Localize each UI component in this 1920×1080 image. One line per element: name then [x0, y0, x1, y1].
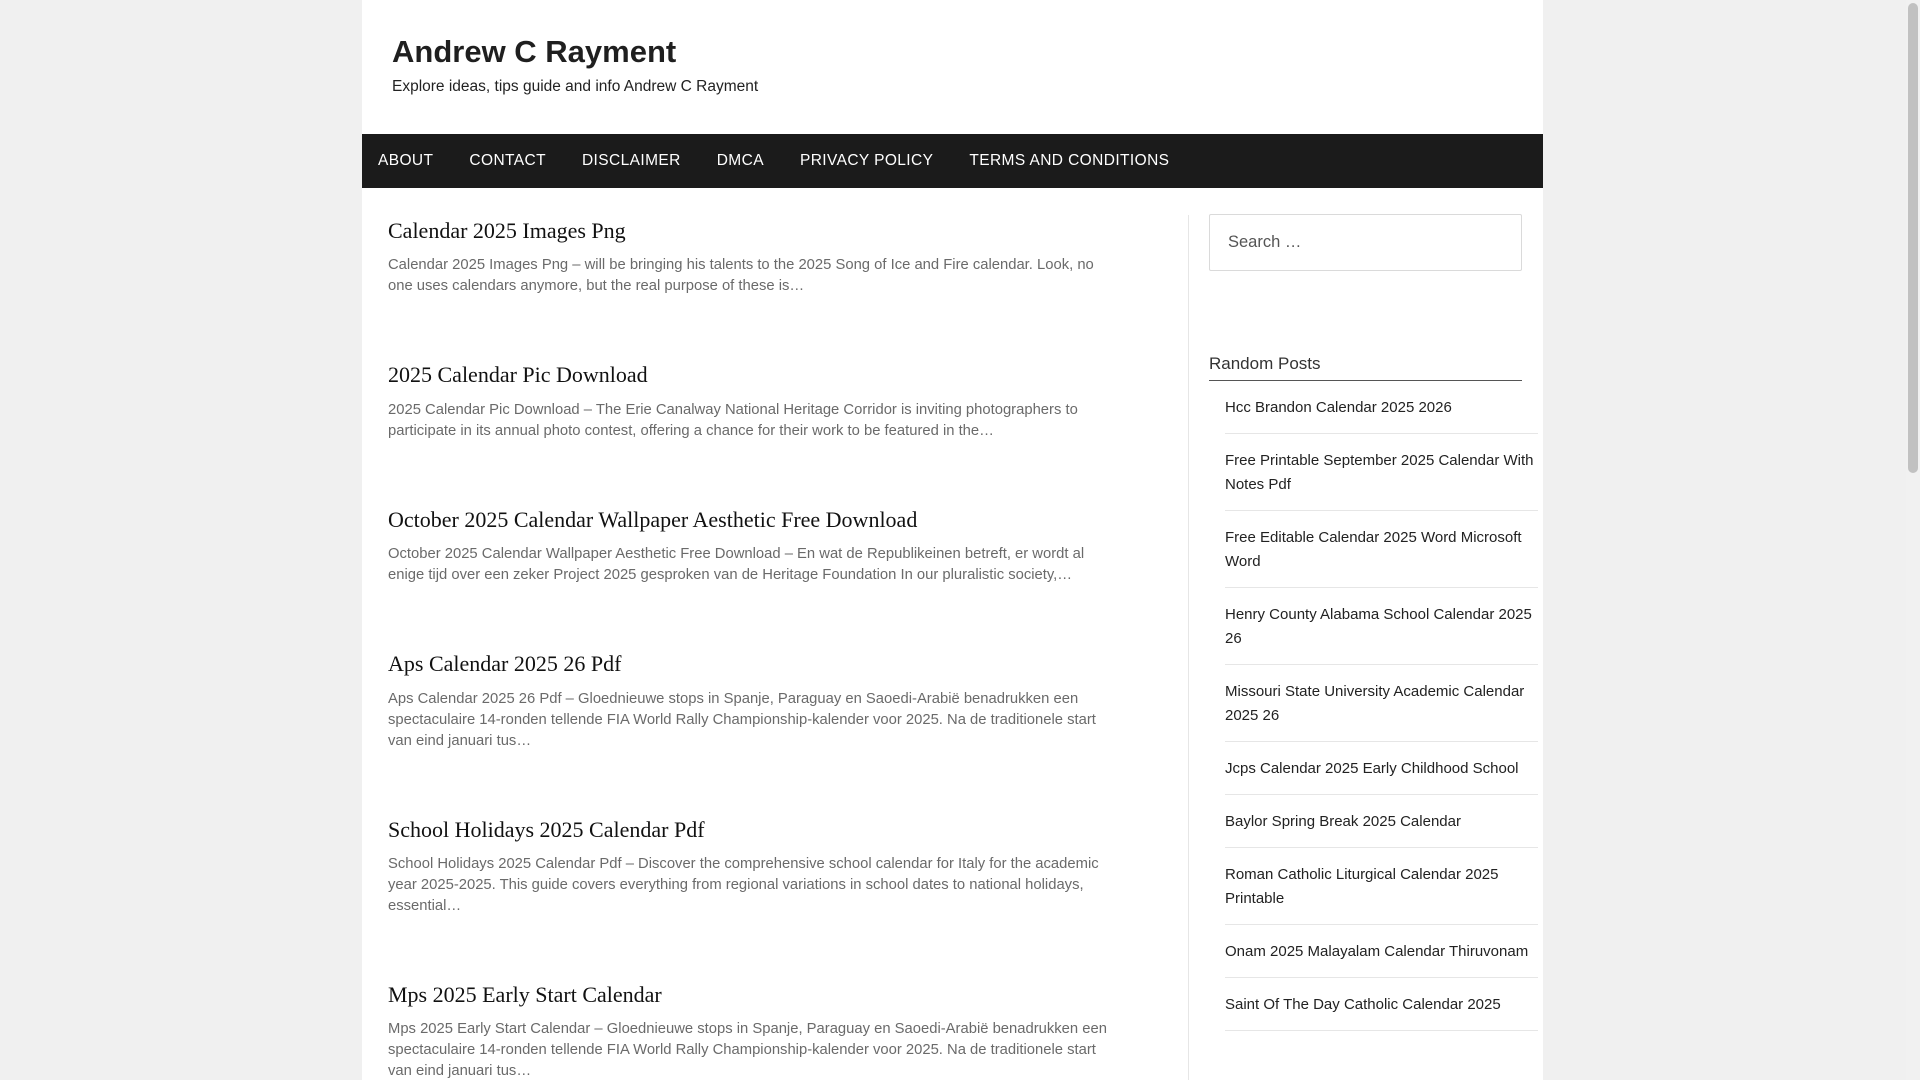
random-post-item: [1225, 665, 1538, 742]
nav-item-disclaimer[interactable]: DISCLAIMER: [581, 152, 681, 169]
nav-item-about[interactable]: ABOUT: [378, 152, 434, 169]
random-post-item: [1225, 742, 1538, 795]
nav-item-privacy-policy[interactable]: PRIVACY POLICY: [799, 152, 934, 169]
content-sidebar-divider: [1188, 215, 1189, 1080]
random-post-item: [1225, 381, 1538, 434]
random-post-link[interactable]: Henry County Alabama School Calendar 2025 26: [1225, 606, 1532, 647]
nav-item-dmca[interactable]: DMCA: [716, 152, 764, 169]
nav-item-terms-and-conditions[interactable]: TERMS AND CONDITIONS: [969, 152, 1170, 169]
post-title-link[interactable]: Mps 2025 Early Start Calendar: [388, 981, 662, 1007]
random-post-item: [1225, 434, 1538, 511]
site-tagline: Explore ideas, tips guide and info Andrew C Rayment: [392, 78, 759, 95]
main-navigation: [362, 134, 1543, 188]
page-scrollbar[interactable]: [1906, 0, 1920, 1080]
random-post-link[interactable]: Roman Catholic Liturgical Calendar 2025 Printable: [1225, 866, 1499, 907]
random-post-item: [1225, 795, 1538, 848]
post-item: [388, 218, 1118, 332]
random-post-link[interactable]: Missouri State University Academic Calendar 2025 26: [1225, 683, 1525, 724]
nav-item-contact[interactable]: CONTACT: [469, 152, 546, 169]
random-post-link[interactable]: Jcps Calendar 2025 Early Childhood School: [1225, 760, 1519, 777]
random-post-link[interactable]: Saint Of The Day Catholic Calendar 2025: [1225, 996, 1501, 1013]
random-post-link[interactable]: Baylor Spring Break 2025 Calendar: [1225, 813, 1461, 830]
post-title-link[interactable]: Calendar 2025 Images Png: [388, 218, 626, 243]
random-post-link[interactable]: Free Editable Calendar 2025 Word Microsoft Word: [1225, 529, 1522, 570]
page-container: [362, 0, 1543, 1080]
scrollbar-thumb[interactable]: [1908, 3, 1918, 473]
random-post-link[interactable]: Hcc Brandon Calendar 2025 2026: [1225, 399, 1452, 416]
random-post-item: [1225, 588, 1538, 665]
random-post-item: [1225, 848, 1538, 925]
post-item: [388, 817, 1118, 952]
post-title-link[interactable]: 2025 Calendar Pic Download: [388, 362, 648, 388]
post-list: [388, 188, 1118, 1080]
post-item: [388, 982, 1118, 1080]
random-posts-list: [1209, 381, 1534, 1031]
post-excerpt: Aps Calendar 2025 26 Pdf – Gloednieuwe stops in Spanje, Paraguay en Saoedi-Arabië benadrukken een spectaculaire 14-ronden tellende FIA World Rally Championship-kalender voor 2025. Na de traditionele start van eind januari tus…: [388, 690, 1096, 749]
post-item: [388, 362, 1118, 476]
post-item: [388, 507, 1118, 621]
post-excerpt: 2025 Calendar Pic Download – The Erie Canalway National Heritage Corridor is inviting photographers to participate in its annual photo contest, offering a chance for their work to be featured in the…: [388, 401, 1078, 439]
post-item: [388, 651, 1118, 786]
random-post-link[interactable]: Onam 2025 Malayalam Calendar Thiruvonam: [1225, 943, 1529, 960]
search-input[interactable]: [1209, 214, 1522, 271]
random-post-link[interactable]: Free Printable September 2025 Calendar With Notes Pdf: [1225, 452, 1534, 493]
post-excerpt: School Holidays 2025 Calendar Pdf – Discover the comprehensive school calendar for Italy for the academic year 2025-2025. This guide covers everything from regional variations in school dates to national holidays, essential…: [388, 855, 1099, 914]
site-header: [362, 0, 1543, 134]
random-post-item: [1225, 925, 1538, 978]
post-excerpt: Calendar 2025 Images Png – will be bringing his talents to the 2025 Song of Ice and Fire calendar. Look, no one uses calendars anymore, but the real purpose of these is…: [388, 257, 1094, 295]
post-title-link[interactable]: October 2025 Calendar Wallpaper Aesthetic Free Download: [388, 506, 918, 532]
random-post-item: [1225, 978, 1538, 1031]
sidebar: [1209, 214, 1534, 1031]
post-title-link[interactable]: School Holidays 2025 Calendar Pdf: [388, 816, 705, 842]
random-posts-heading: Random Posts: [1209, 354, 1522, 381]
random-post-item: [1225, 511, 1538, 588]
post-excerpt: Mps 2025 Early Start Calendar – Gloednieuwe stops in Spanje, Paraguay en Saoedi-Arabië benadrukken een spectaculaire 14-ronden tellende FIA World Rally Championship-kalender voor 2025. Na de traditionele start van eind januari tus…: [388, 1021, 1107, 1080]
post-title-link[interactable]: Aps Calendar 2025 26 Pdf: [388, 651, 622, 677]
site-title[interactable]: Andrew C Rayment: [392, 34, 677, 69]
post-excerpt: October 2025 Calendar Wallpaper Aesthetic Free Download – En wat de Republikeinen betreft, er wordt al enige tijd over een zeker Project 2025 gesproken van de Heritage Foundation In our pluralistic society,…: [388, 546, 1085, 584]
